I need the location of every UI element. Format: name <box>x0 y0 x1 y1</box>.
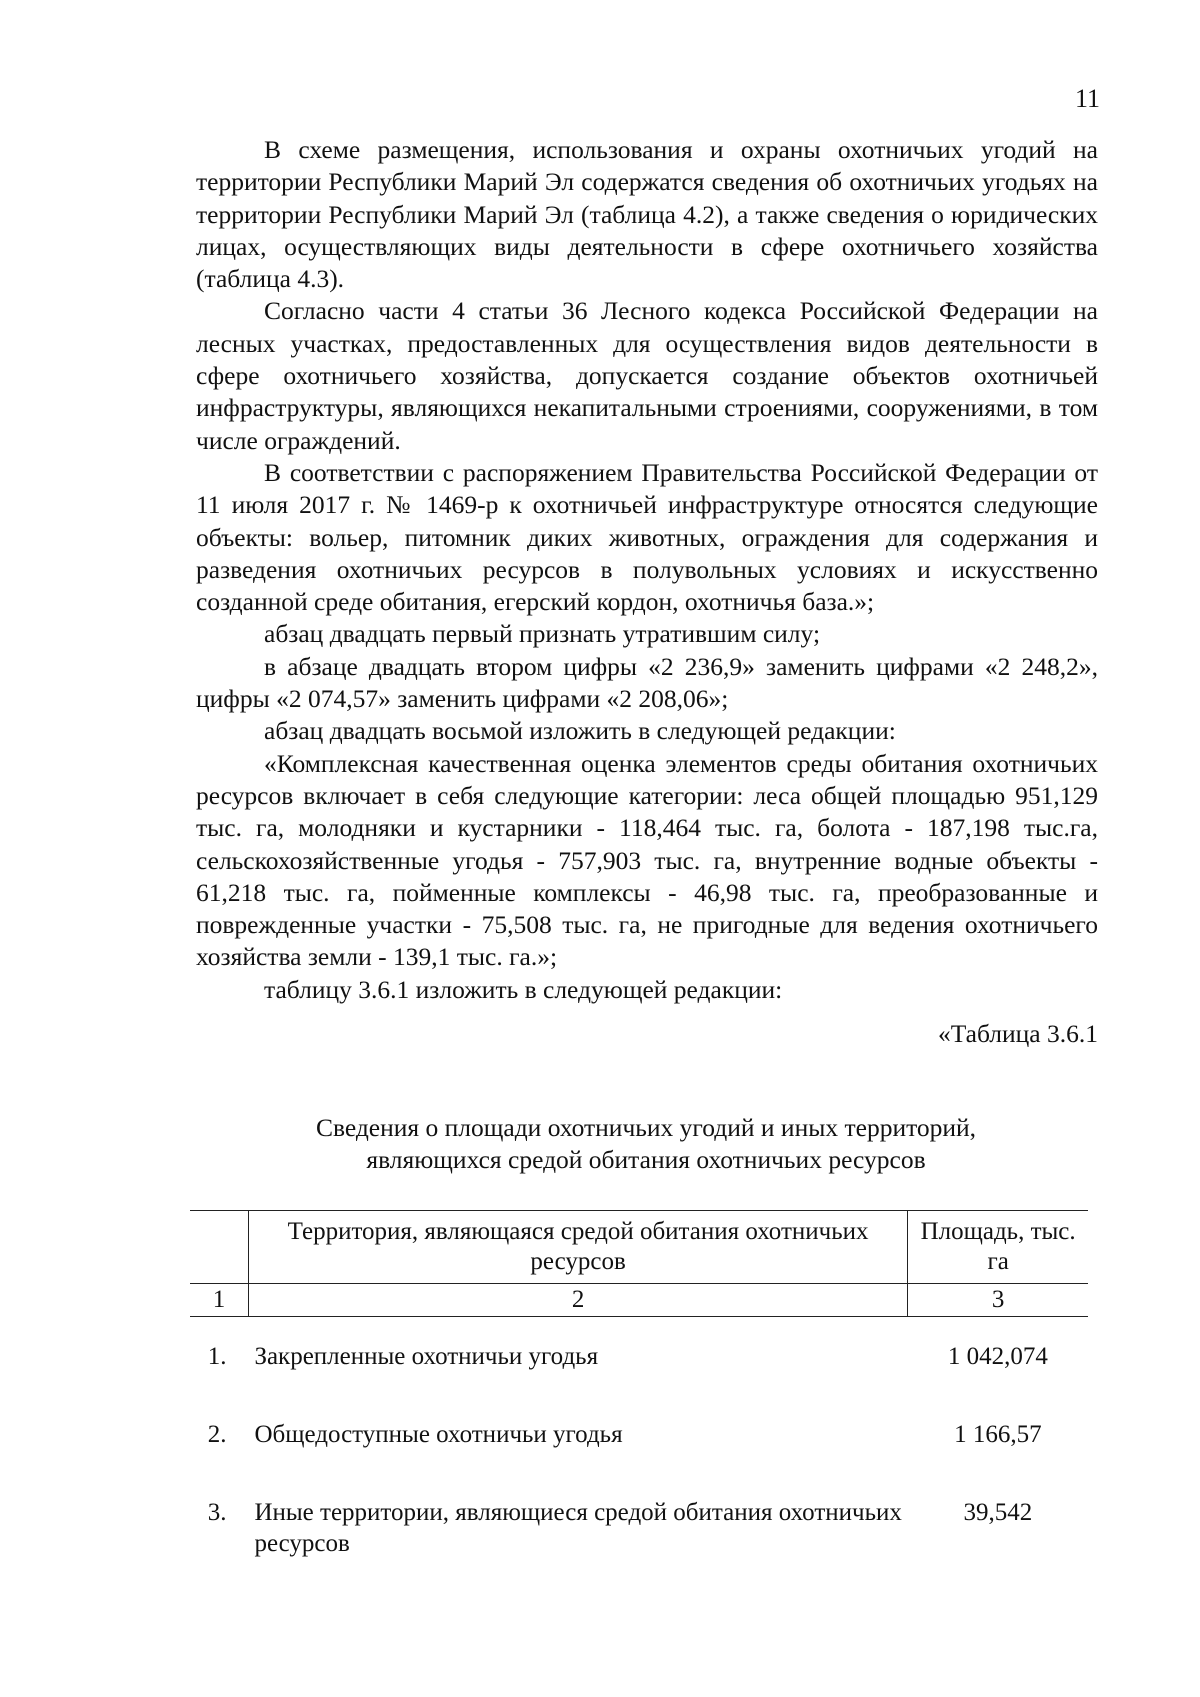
row-area: 39,542 <box>963 1499 1033 1526</box>
table-column-numbers-row <box>190 1284 1088 1317</box>
table-title-line-1: Сведения о площади охотничьих угодий и иных территорий, <box>315 1113 977 1142</box>
row-area: 1 166,57 <box>954 1421 1042 1448</box>
paragraph-twenty-second: в абзаце двадцать втором цифры «2 236,9» заменить цифрами «2 248,2», цифры «2 074,57» заменить цифрами «2 208,06»; <box>196 651 1098 714</box>
column-number-cell: 3 <box>908 1284 1088 1317</box>
paragraph-table-intro: таблицу 3.6.1 изложить в следующей редакции: <box>264 974 783 1004</box>
page-number: 11 <box>1074 84 1100 113</box>
header-cell-territory: Территория, являющаяся средой обитания охотничьих ресурсов <box>248 1211 907 1284</box>
column-number-cell: 1 <box>190 1284 248 1317</box>
paragraph-twenty-first: абзац двадцать первый признать утратившим силу; <box>264 619 821 649</box>
habitat-area-table <box>190 1210 1088 1575</box>
table-label: «Таблица 3.6.1 <box>937 1019 1098 1049</box>
paragraph-twenty-eighth: абзац двадцать восьмой изложить в следующей редакции: <box>264 716 896 746</box>
paragraph-hunting-scheme: В схеме размещения, использования и охраны охотничьих угодий на территории Республики Марий Эл содержатся сведения об охотничьих угодьях на территории Республики Марий Эл (таблица 4.2), а также сведения о юридических лицах, осуществляющих виды деятельности в сфере охотничьего хозяйства (таблица 4.3). <box>196 135 1098 294</box>
table-title-line-2: являющихся средой обитания охотничьих ресурсов <box>366 1145 926 1174</box>
header-cell-area: Площадь, тыс. га <box>908 1211 1088 1284</box>
header-cell-number <box>190 1211 248 1284</box>
row-number: 1. <box>207 1343 227 1370</box>
table-row <box>190 1419 1088 1497</box>
paragraph-habitat-assessment: «Комплексная качественная оценка элементов среды обитания охотничьих ресурсов включает в себя следующие категории: леса общей площадью 951,129 тыс. га, молодняки и кустарники - 118,464 тыс. га, болота - 187,198 тыс.га, сельскохозяйственные угодья - 757,903 тыс. га, внутренние водные объекты - 61,218 тыс. га, пойменные комплексы - 46,98 тыс. га, преобразованные и поврежденные участки - 75,508 тыс. га, не пригодные для ведения охотничьего хозяйства земли - 139,1 тыс. га.»; <box>196 748 1098 972</box>
table-header-row <box>190 1211 1088 1284</box>
row-number: 2. <box>207 1421 227 1448</box>
paragraph-forest-code: Согласно части 4 статьи 36 Лесного кодекса Российской Федерации на лесных участках, предоставленных для осуществления видов деятельности в сфере охотничьего хозяйства, допускается создание объектов охотничьей инфраструктуры, являющихся некапитальными строениями, сооружениями, в том числе ограждений. <box>196 296 1098 455</box>
table-row <box>190 1317 1088 1420</box>
paragraph-government-order: В соответствии с распоряжением Правительства Российской Федерации от 11 июля 2017 г. № 1469-р к охотничьей инфраструктуре относятся следующие объекты: вольер, питомник диких животных, ограждения для содержания и разведения охотничьих ресурсов в полувольных условиях и искусственно созданной среде обитания, егерский кордон, охотничья база.»; <box>196 457 1098 617</box>
row-area: 1 042,074 <box>947 1343 1048 1370</box>
table-row <box>190 1497 1088 1575</box>
row-territory: Закрепленные охотничьи угодья <box>254 1343 599 1370</box>
column-number-cell: 2 <box>248 1284 907 1317</box>
row-number: 3. <box>207 1499 227 1526</box>
body-text <box>196 134 1098 1050</box>
table-title <box>196 1112 1096 1176</box>
row-territory: Общедоступные охотничьи угодья <box>254 1421 623 1448</box>
row-territory: Иные территории, являющиеся средой обитания охотничьих ресурсов <box>254 1499 902 1557</box>
